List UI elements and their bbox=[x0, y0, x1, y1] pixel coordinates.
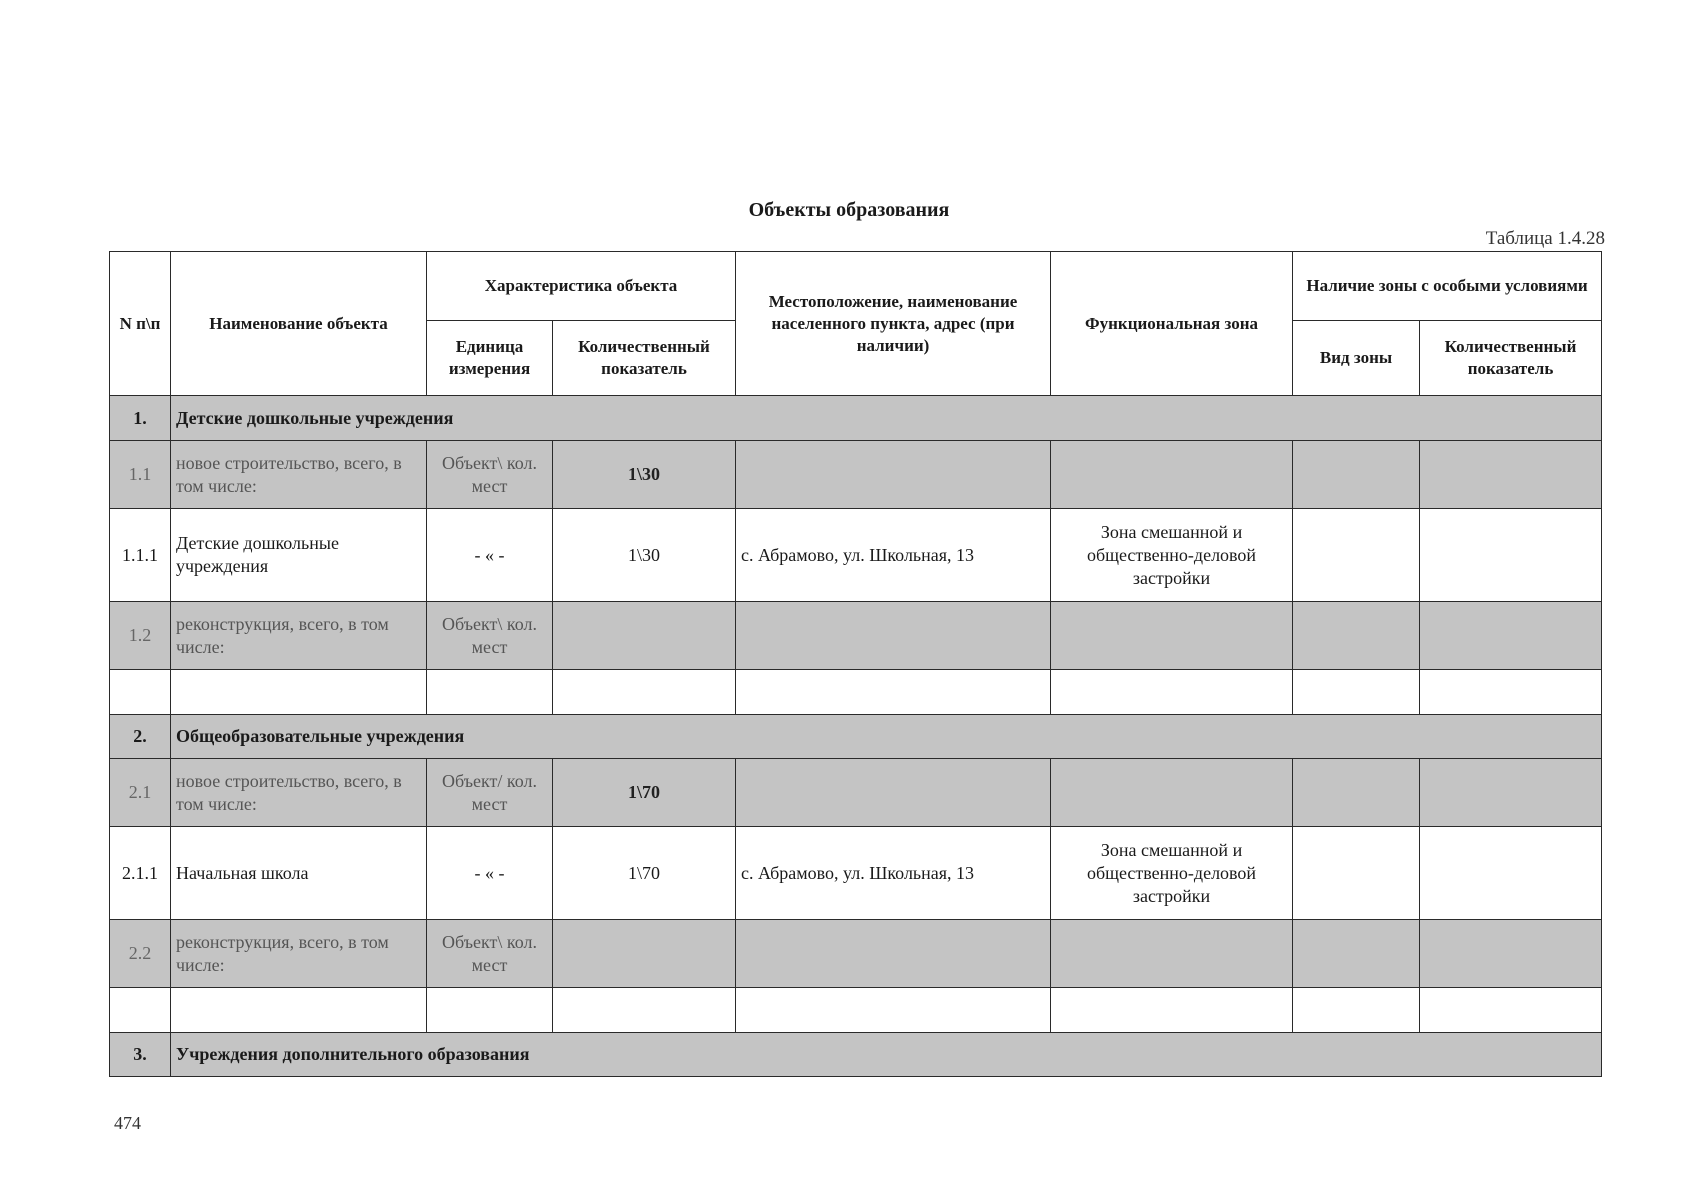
row-num: 2.2 bbox=[110, 920, 171, 988]
row-location: с. Абрамово, ул. Школьная, 13 bbox=[736, 827, 1051, 920]
row-name: новое строительство, всего, в том числе: bbox=[171, 759, 427, 827]
row-quantity: 1\30 bbox=[553, 509, 736, 602]
header-row-1 bbox=[110, 252, 1602, 321]
section-row bbox=[110, 1033, 1602, 1077]
table-row bbox=[110, 602, 1602, 670]
table-row bbox=[110, 827, 1602, 920]
section-row bbox=[110, 715, 1602, 759]
row-name: новое строительство, всего, в том числе: bbox=[171, 441, 427, 509]
header-quantity: Количественный показатель bbox=[553, 321, 736, 396]
empty-row bbox=[110, 988, 1602, 1033]
table-row bbox=[110, 509, 1602, 602]
header-zone-quantity: Количественный показатель bbox=[1420, 321, 1602, 396]
row-zone-type bbox=[1293, 509, 1420, 602]
row-zone-quantity bbox=[1420, 602, 1602, 670]
row-zone-quantity bbox=[1420, 827, 1602, 920]
row-num: 1.1 bbox=[110, 441, 171, 509]
row-zone-type bbox=[1293, 441, 1420, 509]
header-func-zone: Функциональная зона bbox=[1051, 252, 1293, 396]
row-num: 3. bbox=[110, 1033, 171, 1077]
row-name: Детские дошкольные учреждения bbox=[171, 509, 427, 602]
table-row bbox=[110, 759, 1602, 827]
row-location: с. Абрамово, ул. Школьная, 13 bbox=[736, 509, 1051, 602]
row-quantity bbox=[553, 920, 736, 988]
header-characteristics: Характеристика объекта bbox=[427, 252, 736, 321]
row-zone-type bbox=[1293, 827, 1420, 920]
row-location bbox=[736, 759, 1051, 827]
row-name: реконструкция, всего, в том числе: bbox=[171, 602, 427, 670]
row-location bbox=[736, 441, 1051, 509]
row-quantity: 1\70 bbox=[553, 827, 736, 920]
row-num: 2. bbox=[110, 715, 171, 759]
header-location: Местоположение, наименование населенного пункта, адрес (при наличии) bbox=[736, 252, 1051, 396]
row-unit: Объект\ кол. мест bbox=[427, 602, 553, 670]
row-unit: - « - bbox=[427, 509, 553, 602]
section-title: Детские дошкольные учреждения bbox=[171, 396, 1602, 441]
row-quantity: 1\70 bbox=[553, 759, 736, 827]
header-special-zone: Наличие зоны с особыми условиями bbox=[1293, 252, 1602, 321]
row-zone bbox=[1051, 759, 1293, 827]
row-num: 1.2 bbox=[110, 602, 171, 670]
row-num: 1.1.1 bbox=[110, 509, 171, 602]
row-unit: Объект\ кол. мест bbox=[427, 920, 553, 988]
row-location bbox=[736, 920, 1051, 988]
row-zone: Зона смешанной и общественно-деловой застройки bbox=[1051, 509, 1293, 602]
row-unit: Объект/ кол. мест bbox=[427, 759, 553, 827]
header-unit: Единица измерения bbox=[427, 321, 553, 396]
row-zone bbox=[1051, 441, 1293, 509]
header-zone-type: Вид зоны bbox=[1293, 321, 1420, 396]
section-row bbox=[110, 396, 1602, 441]
row-zone-type bbox=[1293, 920, 1420, 988]
section-title: Учреждения дополнительного образования bbox=[171, 1033, 1602, 1077]
row-zone-quantity bbox=[1420, 759, 1602, 827]
row-unit: - « - bbox=[427, 827, 553, 920]
table-label: Таблица 1.4.28 bbox=[1485, 228, 1605, 249]
row-zone-type bbox=[1293, 602, 1420, 670]
row-zone-quantity bbox=[1420, 441, 1602, 509]
header-name: Наименование объекта bbox=[171, 252, 427, 396]
row-zone bbox=[1051, 602, 1293, 670]
row-unit: Объект\ кол. мест bbox=[427, 441, 553, 509]
header-num: N п\п bbox=[110, 252, 171, 396]
table-row bbox=[110, 441, 1602, 509]
row-zone-type bbox=[1293, 759, 1420, 827]
row-name: Начальная школа bbox=[171, 827, 427, 920]
row-location bbox=[736, 602, 1051, 670]
row-num: 1. bbox=[110, 396, 171, 441]
education-objects-table bbox=[109, 251, 1602, 1077]
table-row bbox=[110, 920, 1602, 988]
section-title: Общеобразовательные учреждения bbox=[171, 715, 1602, 759]
row-zone-quantity bbox=[1420, 509, 1602, 602]
row-zone bbox=[1051, 920, 1293, 988]
empty-row bbox=[110, 670, 1602, 715]
row-quantity: 1\30 bbox=[553, 441, 736, 509]
row-num: 2.1 bbox=[110, 759, 171, 827]
row-name: реконструкция, всего, в том числе: bbox=[171, 920, 427, 988]
row-zone-quantity bbox=[1420, 920, 1602, 988]
document-title: Объекты образования bbox=[748, 199, 950, 221]
row-quantity bbox=[553, 602, 736, 670]
page-number: 474 bbox=[114, 1113, 141, 1133]
row-num: 2.1.1 bbox=[110, 827, 171, 920]
row-zone: Зона смешанной и общественно-деловой застройки bbox=[1051, 827, 1293, 920]
